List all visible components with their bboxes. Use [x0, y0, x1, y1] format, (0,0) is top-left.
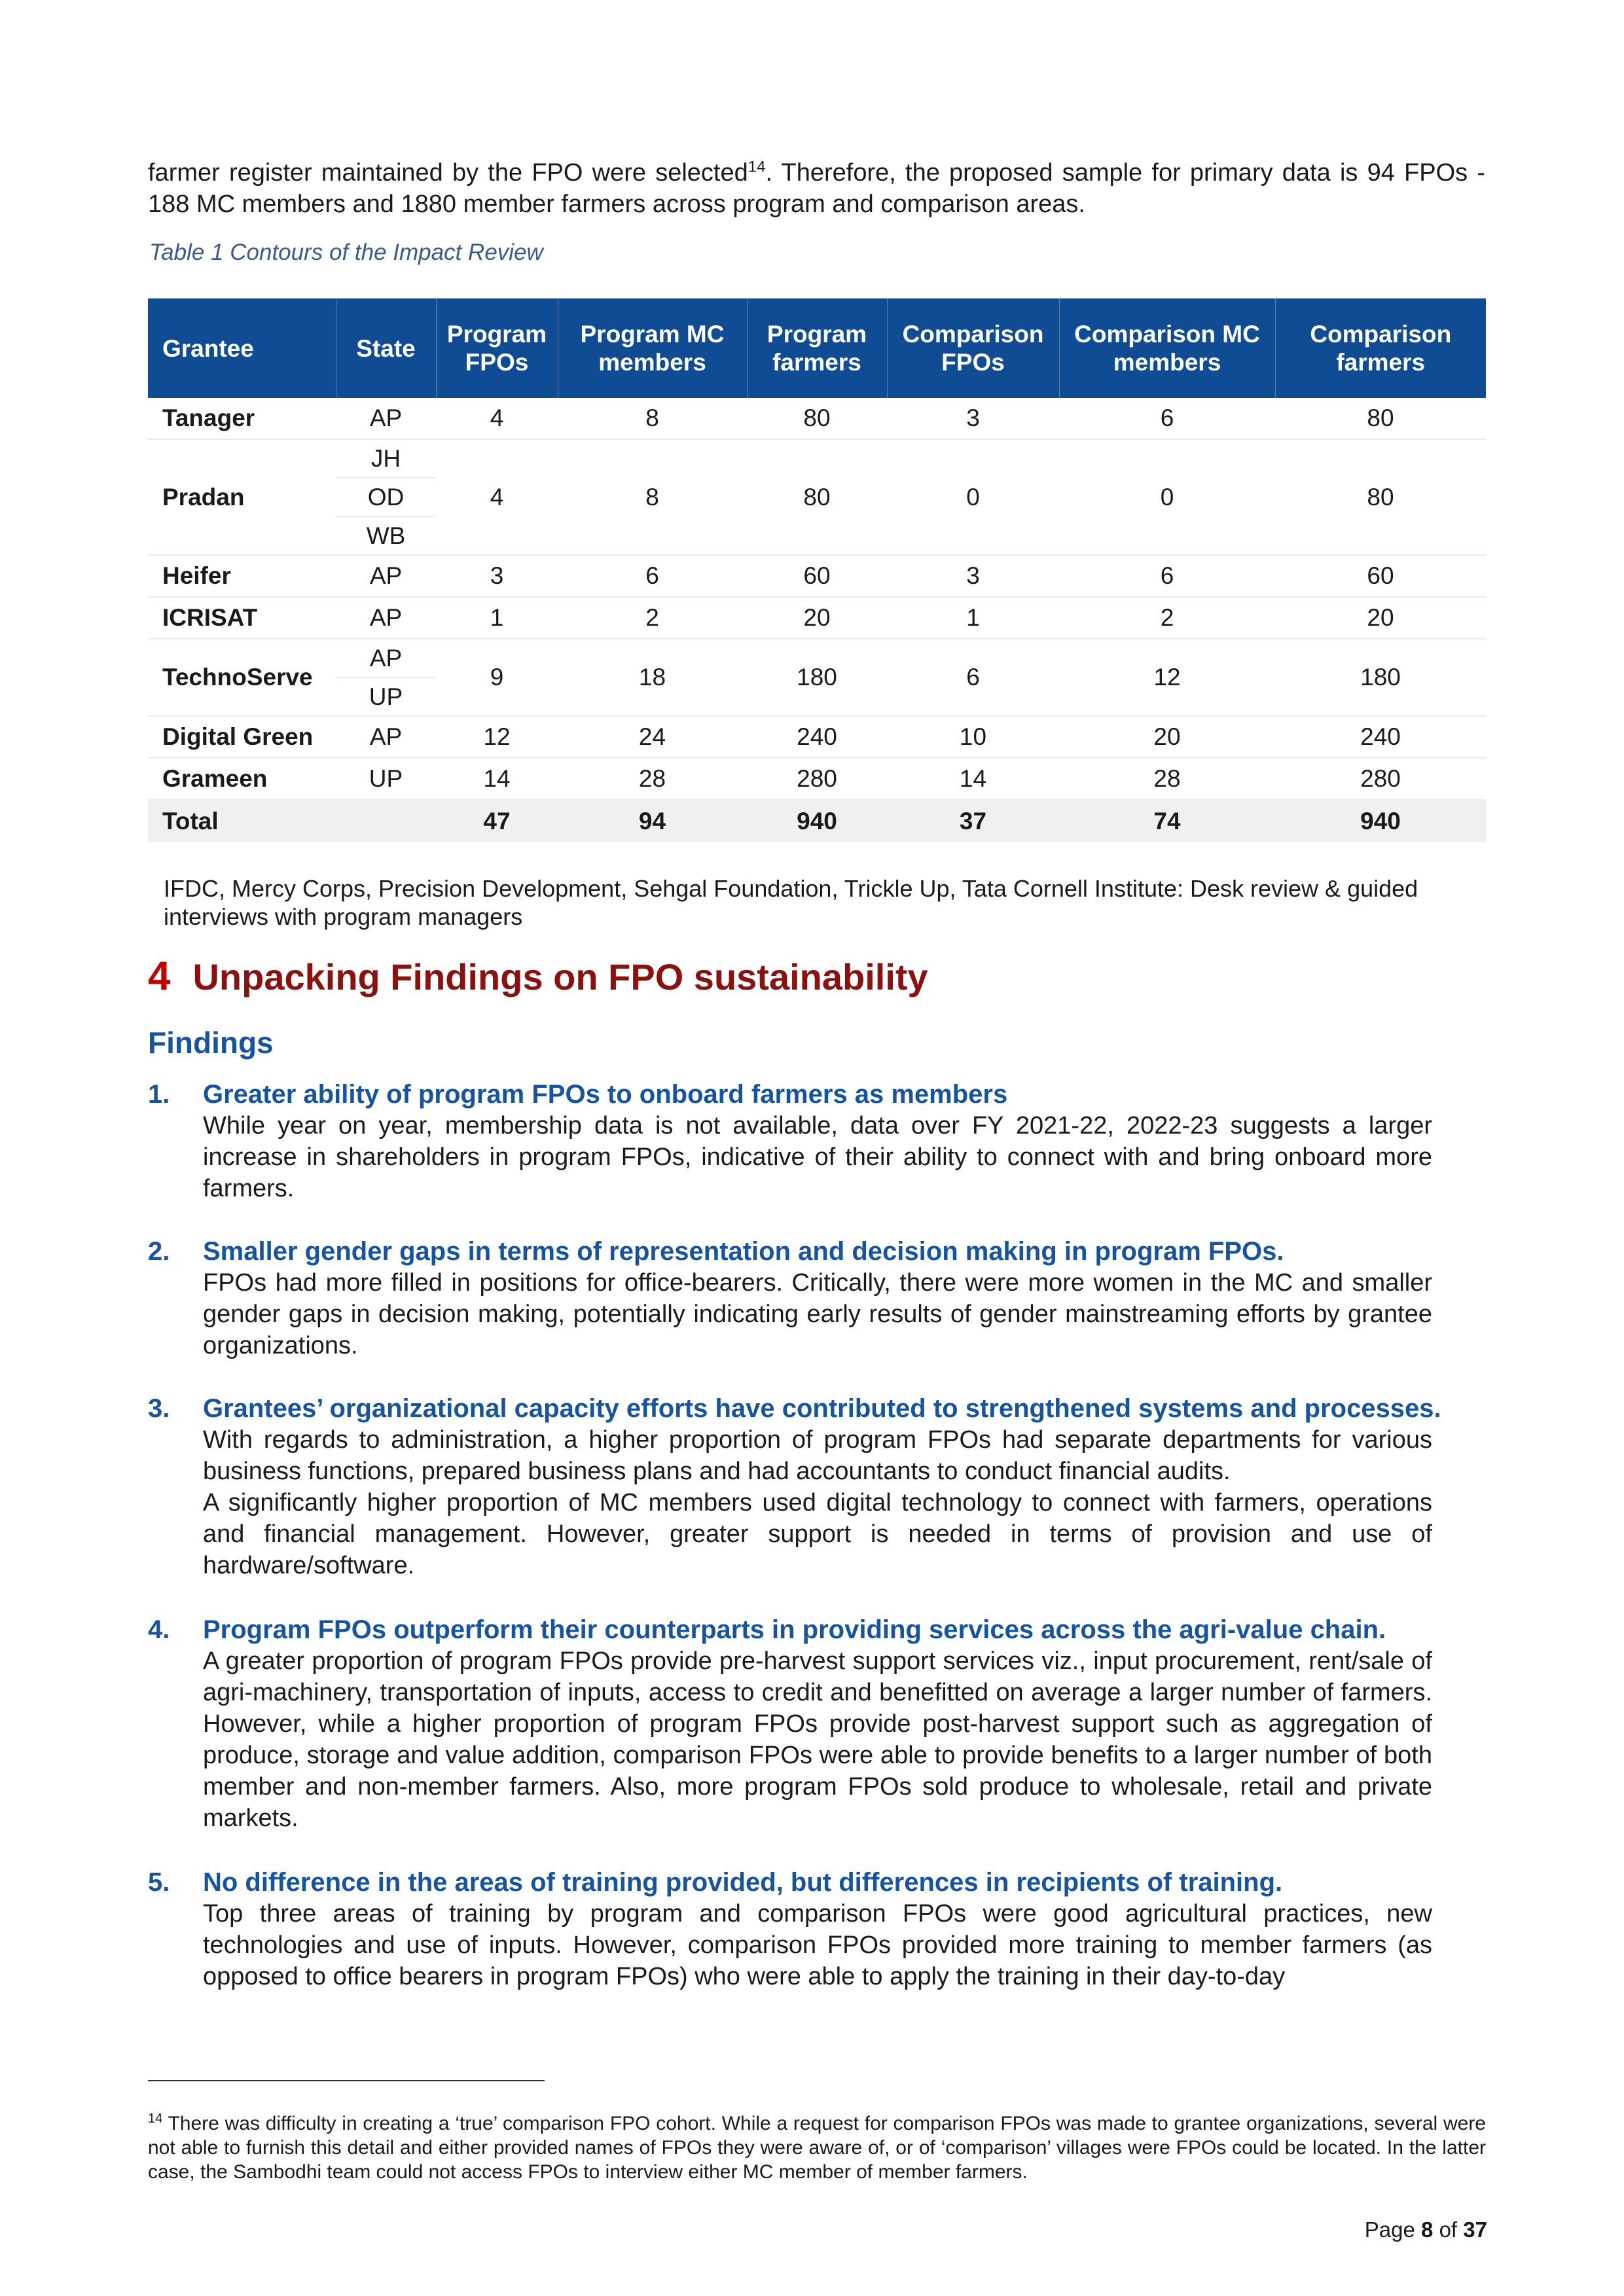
- grantee-cell: ICRISAT: [148, 597, 336, 639]
- program-fpos-cell: 4: [436, 439, 558, 555]
- comparison-farmers-cell: 240: [1275, 716, 1486, 758]
- table-row: [148, 555, 1486, 597]
- total-comparison-mc-cell: 74: [1059, 800, 1275, 842]
- table-header-row: [148, 298, 1486, 398]
- comparison-farmers-cell: 80: [1275, 398, 1486, 439]
- grantee-cell: Tanager: [148, 398, 336, 439]
- state-cell: UP: [336, 758, 436, 800]
- header-comparison-fpos: Comparison FPOs: [887, 298, 1059, 398]
- program-farmers-cell: 20: [747, 597, 887, 639]
- header-program-fpos: Program FPOs: [436, 298, 558, 398]
- comparison-farmers-cell: 60: [1275, 555, 1486, 597]
- state-cell: WB: [336, 516, 436, 555]
- program-farmers-cell: 60: [747, 555, 887, 597]
- footnote-separator: [148, 2080, 545, 2081]
- grantee-cell: Heifer: [148, 555, 336, 597]
- comparison-mc-cell: 0: [1059, 439, 1275, 555]
- program-mc-cell: 24: [558, 716, 747, 758]
- finding-paragraph: With regards to administration, a higher proportion of program FPOs had separate departments for various business functions, prepared business plans and had accountants to conduct financial audits.: [203, 1426, 1432, 1485]
- program-fpos-cell: 9: [436, 639, 558, 716]
- table-row: [148, 597, 1486, 639]
- program-fpos-cell: 4: [436, 398, 558, 439]
- section-number: 4: [148, 954, 171, 999]
- table-row: [148, 398, 1486, 439]
- header-program-farmers: Program farmers: [747, 298, 887, 398]
- comparison-farmers-cell: 180: [1275, 639, 1486, 716]
- table-caption: Table 1 Contours of the Impact Review: [149, 240, 543, 265]
- program-mc-cell: 6: [558, 555, 747, 597]
- table-total-row: [148, 800, 1486, 842]
- finding-number: 3.: [148, 1394, 170, 1423]
- footnote-text: There was difficulty in creating a ‘true’ comparison FPO cohort. While a request for comparison FPOs was made to grantee organizations, several were not able to furnish this detail and either provided names of FPOs they were aware of, or of ‘comparison’ villages were FPOs could be located. In the latter case, the Sambodhi team could not access FPOs to interview either MC member of member farmers.: [148, 2113, 1486, 2183]
- finding-number: 1.: [148, 1080, 170, 1109]
- contours-table: [148, 298, 1486, 842]
- finding-title: Grantees’ organizational capacity efforts have contributed to strengthened systems and processes.: [203, 1394, 1441, 1423]
- state-cell: UP: [336, 677, 436, 716]
- grantee-cell: Pradan: [148, 439, 336, 555]
- total-program-farmers-cell: 940: [747, 800, 887, 842]
- finding-title: Program FPOs outperform their counterparts in providing services across the agri-value chain.: [203, 1615, 1386, 1644]
- comparison-mc-cell: 20: [1059, 716, 1275, 758]
- footnote-number: 14: [148, 2111, 163, 2126]
- program-farmers-cell: 280: [747, 758, 887, 800]
- program-mc-cell: 8: [558, 439, 747, 555]
- table-note: IFDC, Mercy Corps, Precision Development, Sehgal Foundation, Trickle Up, Tata Cornell Institute: Desk review & guided interviews with program managers: [164, 875, 1418, 930]
- comparison-mc-cell: 28: [1059, 758, 1275, 800]
- program-farmers-cell: 80: [747, 398, 887, 439]
- header-grantee: Grantee: [148, 298, 336, 398]
- state-cell: AP: [336, 398, 436, 439]
- program-farmers-cell: 180: [747, 639, 887, 716]
- header-state: State: [336, 298, 436, 398]
- comparison-fpos-cell: 0: [887, 439, 1059, 555]
- page-number: Page 8 of 37: [1364, 2217, 1487, 2242]
- comparison-fpos-cell: 1: [887, 597, 1059, 639]
- intro-paragraph: farmer register maintained by the FPO were selected$^{14}$. Therefore, the proposed sample for primary data is 94 FPOs - 188 MC members and 1880 member farmers across program and comparison areas.: [148, 158, 1486, 218]
- total-program-fpos-cell: 47: [436, 800, 558, 842]
- program-mc-cell: 18: [558, 639, 747, 716]
- table-row: [148, 716, 1486, 758]
- finding-paragraph: A significantly higher proportion of MC members used digital technology to connect with farmers, operations and financial management. However, greater support is needed in terms of provision and use of hardware/software.: [203, 1489, 1432, 1579]
- total-program-mc-cell: 94: [558, 800, 747, 842]
- footnote-reference: 14: [748, 158, 766, 176]
- state-cell: AP: [336, 716, 436, 758]
- state-cell: AP: [336, 555, 436, 597]
- finding-paragraph: While year on year, membership data is not available, data over FY 2021-22, 2022-23 suggests a larger increase in shareholders in program FPOs, indicative of their ability to connect with and bring onboard more farmers.: [203, 1112, 1432, 1202]
- total-state-cell: [336, 800, 436, 842]
- comparison-farmers-cell: 80: [1275, 439, 1486, 555]
- header-comparison-mc-members: Comparison MC members: [1059, 298, 1275, 398]
- footnote: [148, 2111, 1486, 2184]
- comparison-fpos-cell: 3: [887, 555, 1059, 597]
- state-cell: OD: [336, 478, 436, 516]
- comparison-mc-cell: 6: [1059, 398, 1275, 439]
- section-title: Unpacking Findings on FPO sustainability: [192, 956, 928, 997]
- grantee-cell: TechnoServe: [148, 639, 336, 716]
- table-row: [148, 639, 1486, 677]
- table-row: [148, 758, 1486, 800]
- program-fpos-cell: 12: [436, 716, 558, 758]
- finding-paragraph: A greater proportion of program FPOs provide pre-harvest support services viz., input procurement, rent/sale of agri-machinery, transportation of inputs, access to credit and benefitted on average a larger number of farmers. However, while a higher proportion of program FPOs provide post-harvest support such as aggregation of produce, storage and value addition, comparison FPOs were able to provide benefits to a larger number of both member and non-member farmers. Also, more program FPOs sold produce to wholesale, retail and private markets.: [203, 1647, 1432, 1832]
- grantee-cell: Grameen: [148, 758, 336, 800]
- program-farmers-cell: 80: [747, 439, 887, 555]
- total-label-cell: Total: [148, 800, 336, 842]
- state-cell: JH: [336, 439, 436, 478]
- program-mc-cell: 8: [558, 398, 747, 439]
- program-farmers-cell: 240: [747, 716, 887, 758]
- comparison-fpos-cell: 6: [887, 639, 1059, 716]
- state-cell: AP: [336, 639, 436, 677]
- finding-number: 2.: [148, 1237, 170, 1266]
- program-fpos-cell: 3: [436, 555, 558, 597]
- comparison-fpos-cell: 10: [887, 716, 1059, 758]
- header-program-mc-members: Program MC members: [558, 298, 747, 398]
- program-fpos-cell: 14: [436, 758, 558, 800]
- table-row: [148, 439, 1486, 478]
- comparison-fpos-cell: 3: [887, 398, 1059, 439]
- finding-number: 5.: [148, 1868, 170, 1897]
- header-comparison-farmers: Comparison farmers: [1275, 298, 1486, 398]
- program-fpos-cell: 1: [436, 597, 558, 639]
- finding-title: Greater ability of program FPOs to onboard farmers as members: [203, 1080, 1008, 1109]
- findings-heading: Findings: [148, 1026, 274, 1060]
- finding-title: Smaller gender gaps in terms of representation and decision making in program FPOs.: [203, 1237, 1284, 1266]
- program-mc-cell: 2: [558, 597, 747, 639]
- comparison-mc-cell: 12: [1059, 639, 1275, 716]
- grantee-cell: Digital Green: [148, 716, 336, 758]
- finding-number: 4.: [148, 1615, 170, 1644]
- total-comparison-fpos-cell: 37: [887, 800, 1059, 842]
- comparison-farmers-cell: 280: [1275, 758, 1486, 800]
- program-mc-cell: 28: [558, 758, 747, 800]
- comparison-fpos-cell: 14: [887, 758, 1059, 800]
- section-heading: [148, 953, 928, 999]
- comparison-mc-cell: 2: [1059, 597, 1275, 639]
- state-cell: AP: [336, 597, 436, 639]
- finding-title: No difference in the areas of training provided, but differences in recipients of training.: [203, 1868, 1283, 1897]
- comparison-mc-cell: 6: [1059, 555, 1275, 597]
- finding-paragraph: Top three areas of training by program and comparison FPOs were good agricultural practices, new technologies and use of inputs. However, comparison FPOs provided more training to member farmers (as opposed to office bearers in program FPOs) who were able to apply the training in their day-to-day: [203, 1900, 1432, 1990]
- finding-paragraph: FPOs had more filled in positions for office-bearers. Critically, there were more women in the MC and smaller gender gaps in decision making, potentially indicating early results of gender mainstreaming efforts by grantee organizations.: [203, 1269, 1432, 1359]
- total-comparison-farmers-cell: 940: [1275, 800, 1486, 842]
- comparison-farmers-cell: 20: [1275, 597, 1486, 639]
